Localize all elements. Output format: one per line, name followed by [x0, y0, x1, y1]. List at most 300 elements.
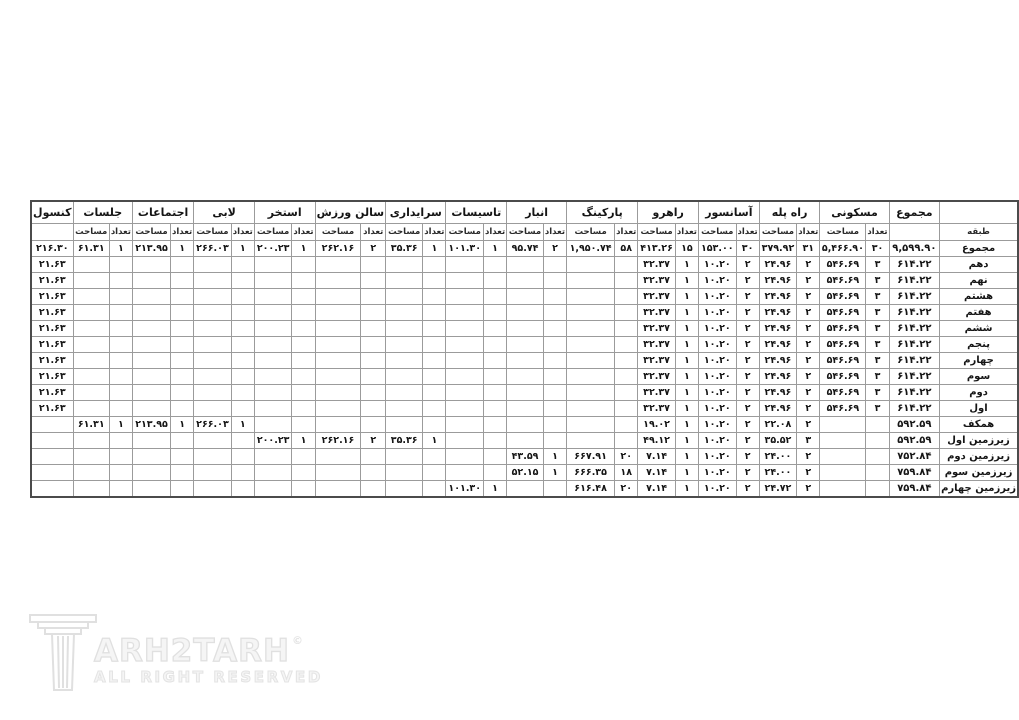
sarayedari-count-cell [423, 465, 446, 481]
tasisat-area-cell [446, 369, 484, 385]
jalasat-area-cell [73, 257, 109, 273]
ejtemaat-area-cell [133, 369, 171, 385]
tarh2tarh-watermark [26, 612, 323, 696]
tasisat-count-cell [483, 449, 506, 465]
ejtemaat-area-cell [133, 449, 171, 465]
salon_varzesh-area-cell [315, 449, 361, 465]
ejtemaat-count-cell [171, 369, 194, 385]
maskooni-count-cell: ۳ [866, 305, 889, 321]
column-header-ejtemaat: اجتماعات [133, 201, 194, 224]
column-header-salon_varzesh: سالن ورزش [315, 201, 386, 224]
total-cell: ۶۱۴.۲۲ [889, 337, 939, 353]
salon_varzesh-count-cell [361, 385, 386, 401]
maskooni-count-cell [866, 481, 889, 498]
rahro-area-cell: ۴۹.۱۲ [638, 433, 676, 449]
lobby-count-cell [231, 305, 254, 321]
blank-subheader [889, 224, 939, 241]
anbar-count-cell: ۱ [543, 465, 566, 481]
lobby-area-cell [194, 273, 232, 289]
sarayedari-area-cell [386, 321, 423, 337]
table-row [31, 401, 1018, 417]
console-cell [31, 481, 73, 498]
console-cell: ۲۱.۶۳ [31, 273, 73, 289]
parking-area-cell [567, 385, 615, 401]
ejtemaat-area-cell [133, 401, 171, 417]
area-subheader: مساحت [446, 224, 484, 241]
sarayedari-count-cell [423, 481, 446, 498]
rahpelleh-count-cell: ۳ [797, 433, 820, 449]
tasisat-area-cell [446, 289, 484, 305]
parking-count-cell [615, 257, 638, 273]
floor-cell: اول [940, 401, 1018, 417]
parking-area-cell: ۱,۹۵۰.۷۴ [567, 241, 615, 257]
blank-subheader [31, 224, 73, 241]
estakhr-count-cell [292, 417, 315, 433]
tasisat-count-cell [483, 433, 506, 449]
floor-cell: زیرزمین سوم [940, 465, 1018, 481]
salon_varzesh-area-cell [315, 385, 361, 401]
sarayedari-area-cell [386, 273, 423, 289]
floor-area-table [30, 200, 1019, 498]
rahpelleh-area-cell: ۲۴.۷۲ [759, 481, 797, 498]
tasisat-area-cell [446, 257, 484, 273]
parking-area-cell [567, 337, 615, 353]
ejtemaat-count-cell [171, 433, 194, 449]
lobby-count-cell: ۱ [231, 417, 254, 433]
asansor-count-cell: ۲ [736, 465, 759, 481]
sarayedari-area-cell [386, 353, 423, 369]
tasisat-area-cell: ۱۰۱.۳۰ [446, 481, 484, 498]
maskooni-area-cell: ۵۴۶.۶۹ [820, 369, 866, 385]
floor-cell: هشتم [940, 289, 1018, 305]
jalasat-area-cell [73, 449, 109, 465]
rahro-area-cell: ۳۲.۳۷ [638, 353, 676, 369]
tasisat-area-cell [446, 337, 484, 353]
estakhr-count-cell [292, 257, 315, 273]
asansor-count-cell: ۲ [736, 433, 759, 449]
tasisat-area-cell [446, 465, 484, 481]
maskooni-area-cell [820, 449, 866, 465]
jalasat-count-cell: ۱ [109, 417, 132, 433]
anbar-count-cell [543, 369, 566, 385]
jalasat-area-cell [73, 369, 109, 385]
anbar-area-cell: ۹۵.۷۴ [507, 241, 544, 257]
sarayedari-count-cell [423, 385, 446, 401]
lobby-count-cell [231, 289, 254, 305]
anbar-count-cell [543, 417, 566, 433]
tasisat-count-cell [483, 353, 506, 369]
salon_varzesh-count-cell [361, 401, 386, 417]
total-cell: ۶۱۴.۲۲ [889, 385, 939, 401]
table-row [31, 305, 1018, 321]
parking-count-cell: ۲۰ [615, 481, 638, 498]
jalasat-count-cell [109, 337, 132, 353]
ejtemaat-count-cell [171, 257, 194, 273]
tasisat-count-cell [483, 337, 506, 353]
rahpelleh-count-cell: ۲ [797, 417, 820, 433]
maskooni-count-cell [866, 417, 889, 433]
sarayedari-count-cell [423, 321, 446, 337]
anbar-count-cell [543, 401, 566, 417]
tasisat-count-cell [483, 305, 506, 321]
rahpelleh-area-cell: ۲۴.۹۶ [759, 305, 797, 321]
maskooni-area-cell: ۵,۴۶۶.۹۰ [820, 241, 866, 257]
sarayedari-area-cell [386, 337, 423, 353]
rahro-area-cell: ۱۹.۰۲ [638, 417, 676, 433]
total-cell: ۵۹۲.۵۹ [889, 417, 939, 433]
lobby-area-cell [194, 289, 232, 305]
total-cell: ۶۱۴.۲۲ [889, 289, 939, 305]
table-body [31, 241, 1018, 498]
rahro-area-cell: ۴۱۳.۲۶ [638, 241, 676, 257]
rahpelleh-count-cell: ۲ [797, 449, 820, 465]
estakhr-count-cell [292, 481, 315, 498]
table-row [31, 433, 1018, 449]
salon_varzesh-count-cell [361, 417, 386, 433]
table-row [31, 321, 1018, 337]
maskooni-area-cell [820, 433, 866, 449]
asansor-area-cell: ۱۰.۲۰ [699, 337, 737, 353]
asansor-count-cell: ۲ [736, 337, 759, 353]
sarayedari-count-cell [423, 273, 446, 289]
rahro-count-cell: ۱ [675, 305, 698, 321]
jalasat-area-cell [73, 433, 109, 449]
parking-count-cell [615, 289, 638, 305]
lobby-area-cell [194, 433, 232, 449]
asansor-area-cell: ۱۰.۲۰ [699, 353, 737, 369]
rahro-count-cell: ۱ [675, 401, 698, 417]
total-cell: ۷۵۹.۸۴ [889, 481, 939, 498]
rahpelleh-area-cell: ۲۴.۹۶ [759, 385, 797, 401]
sarayedari-area-cell [386, 385, 423, 401]
asansor-area-cell: ۱۰.۲۰ [699, 305, 737, 321]
estakhr-area-cell [254, 417, 292, 433]
rahpelleh-area-cell: ۲۴.۰۰ [759, 465, 797, 481]
floor-cell: زیرزمین دوم [940, 449, 1018, 465]
ejtemaat-count-cell [171, 353, 194, 369]
maskooni-area-cell [820, 417, 866, 433]
table-row [31, 385, 1018, 401]
ejtemaat-count-cell [171, 289, 194, 305]
table-row [31, 289, 1018, 305]
parking-count-cell [615, 433, 638, 449]
ejtemaat-count-cell [171, 337, 194, 353]
console-cell: ۲۱۶.۳۰ [31, 241, 73, 257]
salon_varzesh-area-cell [315, 417, 361, 433]
table-row [31, 449, 1018, 465]
column-header-console: کنسول [31, 201, 73, 224]
count-subheader: تعداد [109, 224, 132, 241]
tasisat-count-cell [483, 465, 506, 481]
count-subheader: تعداد [171, 224, 194, 241]
lobby-count-cell [231, 337, 254, 353]
column-header-jalasat: جلسات [73, 201, 132, 224]
console-cell: ۲۱.۶۳ [31, 305, 73, 321]
asansor-count-cell: ۲ [736, 369, 759, 385]
maskooni-count-cell: ۳ [866, 289, 889, 305]
area-subheader: مساحت [567, 224, 615, 241]
rahpelleh-area-cell: ۲۲.۰۸ [759, 417, 797, 433]
lobby-count-cell [231, 369, 254, 385]
rahro-area-cell: ۳۲.۳۷ [638, 321, 676, 337]
rahpelleh-area-cell: ۳۵.۵۲ [759, 433, 797, 449]
sarayedari-count-cell [423, 449, 446, 465]
area-subheader: مساحت [699, 224, 737, 241]
ejtemaat-count-cell [171, 305, 194, 321]
estakhr-area-cell [254, 449, 292, 465]
console-cell: ۲۱.۶۳ [31, 257, 73, 273]
asansor-count-cell: ۲ [736, 401, 759, 417]
anbar-count-cell [543, 433, 566, 449]
column-header-lobby: لابی [194, 201, 255, 224]
jalasat-area-cell [73, 465, 109, 481]
total-cell: ۵۹۲.۵۹ [889, 433, 939, 449]
salon_varzesh-area-cell [315, 401, 361, 417]
anbar-area-cell [507, 401, 544, 417]
rahro-count-cell: ۱ [675, 257, 698, 273]
rahpelleh-area-cell: ۲۴.۰۰ [759, 449, 797, 465]
ejtemaat-area-cell [133, 465, 171, 481]
tasisat-count-cell [483, 289, 506, 305]
jalasat-count-cell [109, 273, 132, 289]
total-cell: ۷۵۹.۸۴ [889, 465, 939, 481]
tasisat-count-cell [483, 417, 506, 433]
anbar-area-cell [507, 417, 544, 433]
salon_varzesh-count-cell [361, 337, 386, 353]
maskooni-count-cell [866, 449, 889, 465]
salon_varzesh-area-cell [315, 481, 361, 498]
anbar-area-cell [507, 337, 544, 353]
grand-total-row [31, 241, 1018, 257]
estakhr-count-cell [292, 369, 315, 385]
ejtemaat-area-cell [133, 337, 171, 353]
anbar-count-cell [543, 385, 566, 401]
tasisat-count-cell [483, 257, 506, 273]
table-row [31, 257, 1018, 273]
jalasat-count-cell [109, 257, 132, 273]
sarayedari-area-cell [386, 449, 423, 465]
area-subheader: مساحت [638, 224, 676, 241]
table-row [31, 417, 1018, 433]
area-subheader: مساحت [315, 224, 361, 241]
count-subheader: تعداد [797, 224, 820, 241]
salon_varzesh-count-cell [361, 353, 386, 369]
sarayedari-count-cell [423, 353, 446, 369]
anbar-count-cell [543, 257, 566, 273]
sarayedari-area-cell [386, 401, 423, 417]
rahro-area-cell: ۳۲.۳۷ [638, 273, 676, 289]
lobby-area-cell [194, 401, 232, 417]
salon_varzesh-count-cell [361, 481, 386, 498]
lobby-count-cell [231, 449, 254, 465]
total-cell: ۶۱۴.۲۲ [889, 401, 939, 417]
rahro-area-cell: ۷.۱۴ [638, 465, 676, 481]
jalasat-area-cell [73, 289, 109, 305]
asansor-area-cell: ۱۰.۲۰ [699, 385, 737, 401]
sarayedari-count-cell [423, 305, 446, 321]
maskooni-count-cell: ۳ [866, 369, 889, 385]
count-subheader: تعداد [866, 224, 889, 241]
estakhr-count-cell [292, 353, 315, 369]
floor-cell: هفتم [940, 305, 1018, 321]
anbar-count-cell [543, 481, 566, 498]
estakhr-area-cell [254, 337, 292, 353]
ejtemaat-count-cell [171, 321, 194, 337]
console-cell: ۲۱.۶۳ [31, 337, 73, 353]
salon_varzesh-area-cell [315, 465, 361, 481]
salon_varzesh-count-cell: ۲ [361, 241, 386, 257]
rahpelleh-count-cell: ۲ [797, 273, 820, 289]
lobby-count-cell [231, 257, 254, 273]
rahpelleh-count-cell: ۲ [797, 481, 820, 498]
estakhr-area-cell [254, 273, 292, 289]
sarayedari-count-cell [423, 337, 446, 353]
jalasat-area-cell [73, 481, 109, 498]
salon_varzesh-area-cell [315, 273, 361, 289]
jalasat-count-cell [109, 433, 132, 449]
area-subheader: مساحت [759, 224, 797, 241]
anbar-area-cell [507, 273, 544, 289]
count-subheader: تعداد [615, 224, 638, 241]
jalasat-area-cell [73, 321, 109, 337]
column-header-total: مجموع [889, 201, 939, 224]
rahro-area-cell: ۳۲.۳۷ [638, 305, 676, 321]
estakhr-count-cell [292, 465, 315, 481]
ejtemaat-count-cell [171, 465, 194, 481]
header-sub-row [31, 224, 1018, 241]
asansor-area-cell: ۱۵۳.۰۰ [699, 241, 737, 257]
maskooni-area-cell: ۵۴۶.۶۹ [820, 273, 866, 289]
asansor-area-cell: ۱۰.۲۰ [699, 401, 737, 417]
table-row [31, 481, 1018, 498]
floor-cell: دهم [940, 257, 1018, 273]
console-cell: ۲۱.۶۳ [31, 289, 73, 305]
tasisat-count-cell [483, 401, 506, 417]
lobby-area-cell [194, 305, 232, 321]
rahpelleh-count-cell: ۲ [797, 305, 820, 321]
tasisat-area-cell [446, 433, 484, 449]
count-subheader: تعداد [292, 224, 315, 241]
anbar-area-cell [507, 353, 544, 369]
sarayedari-area-cell: ۳۵.۳۶ [386, 241, 423, 257]
estakhr-count-cell [292, 273, 315, 289]
area-subheader: مساحت [820, 224, 866, 241]
jalasat-count-cell [109, 321, 132, 337]
salon_varzesh-count-cell: ۲ [361, 433, 386, 449]
maskooni-count-cell: ۳ [866, 385, 889, 401]
parking-area-cell: ۶۶۷.۹۱ [567, 449, 615, 465]
ejtemaat-area-cell [133, 481, 171, 498]
parking-count-cell [615, 305, 638, 321]
jalasat-count-cell [109, 353, 132, 369]
asansor-area-cell: ۱۰.۲۰ [699, 481, 737, 498]
ejtemaat-count-cell [171, 481, 194, 498]
jalasat-count-cell [109, 481, 132, 498]
salon_varzesh-area-cell [315, 337, 361, 353]
floor-cell: همکف [940, 417, 1018, 433]
tasisat-count-cell [483, 321, 506, 337]
area-subheader: مساحت [254, 224, 292, 241]
asansor-count-cell: ۲ [736, 353, 759, 369]
tasisat-area-cell [446, 273, 484, 289]
maskooni-area-cell: ۵۴۶.۶۹ [820, 321, 866, 337]
console-cell: ۲۱.۶۳ [31, 369, 73, 385]
asansor-count-cell: ۲ [736, 273, 759, 289]
total-cell: ۷۵۲.۸۴ [889, 449, 939, 465]
rahro-area-cell: ۳۲.۳۷ [638, 401, 676, 417]
sarayedari-count-cell: ۱ [423, 241, 446, 257]
anbar-area-cell [507, 481, 544, 498]
maskooni-count-cell: ۳ [866, 273, 889, 289]
lobby-area-cell [194, 321, 232, 337]
sarayedari-count-cell: ۱ [423, 433, 446, 449]
jalasat-count-cell [109, 385, 132, 401]
salon_varzesh-count-cell [361, 369, 386, 385]
asansor-area-cell: ۱۰.۲۰ [699, 369, 737, 385]
console-cell: ۲۱.۶۳ [31, 353, 73, 369]
rahpelleh-count-cell: ۲ [797, 353, 820, 369]
asansor-count-cell: ۳۰ [736, 241, 759, 257]
asansor-count-cell: ۲ [736, 449, 759, 465]
parking-area-cell [567, 257, 615, 273]
sarayedari-area-cell [386, 257, 423, 273]
sarayedari-count-cell [423, 401, 446, 417]
rahro-count-cell: ۱ [675, 465, 698, 481]
rahro-count-cell: ۱ [675, 289, 698, 305]
salon_varzesh-count-cell [361, 257, 386, 273]
estakhr-count-cell [292, 385, 315, 401]
salon_varzesh-count-cell [361, 305, 386, 321]
parking-area-cell [567, 401, 615, 417]
asansor-area-cell: ۱۰.۲۰ [699, 289, 737, 305]
column-header-rahro: راهرو [638, 201, 699, 224]
jalasat-area-cell [73, 401, 109, 417]
rahro-count-cell: ۱۵ [675, 241, 698, 257]
anbar-count-cell [543, 305, 566, 321]
table-row [31, 369, 1018, 385]
total-cell: ۶۱۴.۲۲ [889, 321, 939, 337]
estakhr-count-cell [292, 337, 315, 353]
rahro-count-cell: ۱ [675, 353, 698, 369]
estakhr-area-cell [254, 289, 292, 305]
column-header-parking: پارکینگ [567, 201, 638, 224]
parking-area-cell [567, 417, 615, 433]
lobby-area-cell [194, 353, 232, 369]
jalasat-area-cell [73, 385, 109, 401]
corner-blank-cell [940, 201, 1018, 224]
rahpelleh-area-cell: ۲۴.۹۶ [759, 353, 797, 369]
anbar-area-cell: ۴۳.۵۹ [507, 449, 544, 465]
jalasat-area-cell: ۶۱.۳۱ [73, 417, 109, 433]
parking-area-cell [567, 305, 615, 321]
parking-area-cell [567, 321, 615, 337]
lobby-count-cell [231, 481, 254, 498]
asansor-area-cell: ۱۰.۲۰ [699, 465, 737, 481]
table-header [31, 201, 1018, 241]
estakhr-area-cell [254, 465, 292, 481]
ejtemaat-area-cell [133, 289, 171, 305]
maskooni-area-cell: ۵۴۶.۶۹ [820, 337, 866, 353]
ejtemaat-area-cell [133, 433, 171, 449]
rahro-area-cell: ۳۲.۳۷ [638, 289, 676, 305]
area-subheader: مساحت [73, 224, 109, 241]
tasisat-area-cell: ۱۰۱.۳۰ [446, 241, 484, 257]
lobby-count-cell [231, 385, 254, 401]
rahpelleh-count-cell: ۲ [797, 337, 820, 353]
parking-count-cell: ۱۸ [615, 465, 638, 481]
rahpelleh-area-cell: ۲۴.۹۶ [759, 257, 797, 273]
tasisat-area-cell [446, 417, 484, 433]
